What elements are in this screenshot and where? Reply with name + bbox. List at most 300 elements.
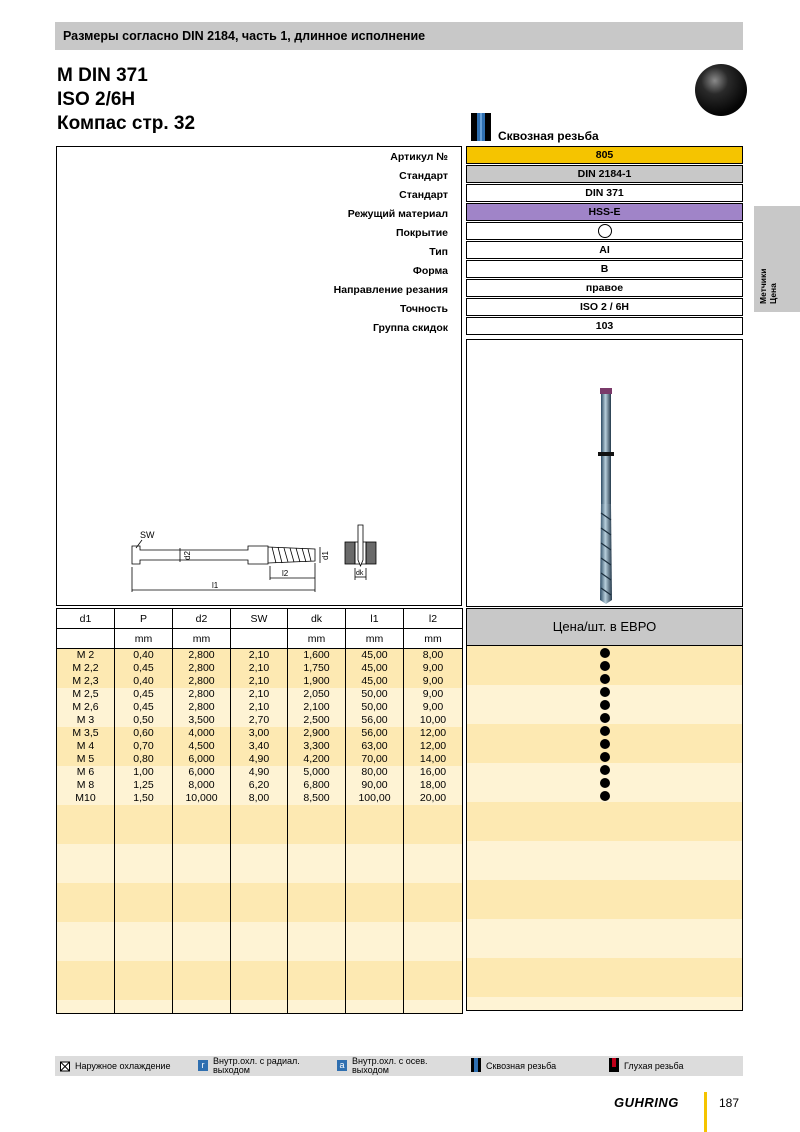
side-tab-line-1: Метчики bbox=[758, 268, 768, 304]
table-cell: 3,40 bbox=[231, 740, 288, 753]
table-cell bbox=[404, 948, 463, 961]
table-cell bbox=[288, 883, 346, 896]
spec-label: Точность bbox=[399, 303, 448, 315]
table-cell bbox=[404, 883, 463, 896]
table-cell: M 8 bbox=[57, 779, 115, 792]
table-cell bbox=[173, 883, 231, 896]
radial-coolant-icon: r bbox=[198, 1060, 208, 1071]
table-cell bbox=[404, 831, 463, 844]
table-cell: 2,100 bbox=[288, 701, 346, 714]
table-cell bbox=[288, 974, 346, 987]
table-cell bbox=[288, 818, 346, 831]
table-cell: 1,50 bbox=[115, 792, 173, 805]
table-cell: 100,00 bbox=[346, 792, 404, 805]
table-cell bbox=[346, 831, 404, 844]
table-cell bbox=[57, 883, 115, 896]
table-row bbox=[57, 753, 463, 766]
table-cell bbox=[346, 870, 404, 883]
table-row bbox=[57, 805, 463, 818]
availability-dot-icon bbox=[600, 661, 610, 671]
table-cell: M10 bbox=[57, 792, 115, 805]
table-cell bbox=[173, 857, 231, 870]
table-cell: 3,300 bbox=[288, 740, 346, 753]
table-cell: 56,00 bbox=[346, 714, 404, 727]
table-cell: 8,000 bbox=[173, 779, 231, 792]
table-cell bbox=[288, 844, 346, 857]
title-line-3: Компас стр. 32 bbox=[57, 113, 196, 134]
table-row bbox=[57, 649, 463, 663]
table-cell bbox=[404, 922, 463, 935]
availability-dot-icon bbox=[600, 648, 610, 658]
coating-cell bbox=[466, 222, 743, 240]
price-header: Цена/шт. в ЕВРО bbox=[466, 608, 743, 646]
axial-coolant-icon: a bbox=[337, 1060, 347, 1071]
table-cell: 6,800 bbox=[288, 779, 346, 792]
table-cell bbox=[115, 935, 173, 948]
price-row bbox=[467, 854, 742, 867]
table-cell bbox=[231, 883, 288, 896]
price-row bbox=[467, 763, 742, 776]
spec-label: Форма bbox=[412, 265, 448, 277]
availability-dot-icon bbox=[600, 700, 610, 710]
table-cell bbox=[288, 909, 346, 922]
table-cell: 6,000 bbox=[173, 766, 231, 779]
side-category-tab[interactable] bbox=[754, 206, 800, 312]
table-cell: M 2,5 bbox=[57, 688, 115, 701]
table-cell bbox=[288, 857, 346, 870]
spec-label: Артикул № bbox=[390, 151, 448, 163]
table-cell bbox=[173, 831, 231, 844]
legend-label-external: Наружное охлаждение bbox=[75, 1061, 171, 1071]
table-cell bbox=[115, 922, 173, 935]
price-row bbox=[467, 737, 742, 750]
table-row bbox=[57, 987, 463, 1000]
table-cell: 50,00 bbox=[346, 688, 404, 701]
table-cell: 4,90 bbox=[231, 753, 288, 766]
blind-hole-icon bbox=[609, 1058, 619, 1072]
availability-dot-icon bbox=[600, 726, 610, 736]
table-cell bbox=[346, 935, 404, 948]
table-cell bbox=[57, 818, 115, 831]
price-row bbox=[467, 984, 742, 997]
table-cell: M 3 bbox=[57, 714, 115, 727]
drawing-label-d2: d2 bbox=[183, 551, 192, 560]
table-cell bbox=[57, 961, 115, 974]
table-cell bbox=[346, 974, 404, 987]
table-cell bbox=[173, 844, 231, 857]
dimensions-table bbox=[56, 608, 463, 1014]
table-row bbox=[57, 922, 463, 935]
table-cell bbox=[288, 831, 346, 844]
page-header-bar bbox=[55, 22, 743, 50]
price-row bbox=[467, 893, 742, 906]
availability-dot-icon bbox=[600, 752, 610, 762]
price-row bbox=[467, 997, 742, 1010]
table-cell: 2,10 bbox=[231, 662, 288, 675]
table-cell: 8,500 bbox=[288, 792, 346, 805]
table-cell: 2,500 bbox=[288, 714, 346, 727]
table-cell bbox=[173, 1000, 231, 1014]
availability-dot-icon bbox=[600, 765, 610, 775]
unit-cell bbox=[231, 629, 288, 649]
table-cell: 2,800 bbox=[173, 701, 231, 714]
availability-dot-icon bbox=[600, 674, 610, 684]
table-row bbox=[57, 688, 463, 701]
table-cell bbox=[346, 909, 404, 922]
table-cell: 1,00 bbox=[115, 766, 173, 779]
table-cell: M 4 bbox=[57, 740, 115, 753]
table-cell bbox=[231, 935, 288, 948]
table-cell: 0,50 bbox=[115, 714, 173, 727]
tolerance-cell: ISO 2 / 6H bbox=[466, 298, 743, 316]
table-cell: 2,900 bbox=[288, 727, 346, 740]
table-cell: 50,00 bbox=[346, 701, 404, 714]
coating-ball-icon bbox=[695, 64, 747, 116]
product-image-box bbox=[466, 339, 743, 607]
tap-technical-drawing bbox=[120, 520, 380, 605]
table-cell bbox=[173, 922, 231, 935]
table-cell bbox=[115, 961, 173, 974]
availability-dot-icon bbox=[600, 713, 610, 723]
spec-label: Направление резания bbox=[333, 284, 448, 296]
table-row bbox=[57, 883, 463, 896]
table-cell: 14,00 bbox=[404, 753, 463, 766]
drawing-label-dk: dk bbox=[356, 570, 364, 577]
spec-label: Тип bbox=[429, 246, 448, 258]
col-header-sw: SW bbox=[231, 609, 288, 629]
table-row bbox=[57, 740, 463, 753]
table-cell: 45,00 bbox=[346, 662, 404, 675]
price-row bbox=[467, 867, 742, 880]
table-row bbox=[57, 896, 463, 909]
table-cell: 1,900 bbox=[288, 675, 346, 688]
table-cell: 1,750 bbox=[288, 662, 346, 675]
table-cell: 63,00 bbox=[346, 740, 404, 753]
col-header-l1: l1 bbox=[346, 609, 404, 629]
table-cell: M 6 bbox=[57, 766, 115, 779]
table-cell bbox=[115, 974, 173, 987]
table-cell: 2,800 bbox=[173, 675, 231, 688]
table-cell: 9,00 bbox=[404, 688, 463, 701]
table-cell bbox=[346, 922, 404, 935]
table-cell: 20,00 bbox=[404, 792, 463, 805]
spec-label: Группа скидок bbox=[373, 322, 448, 334]
availability-dot-icon bbox=[600, 778, 610, 788]
table-cell: 0,45 bbox=[115, 662, 173, 675]
unit-cell: mm bbox=[346, 629, 404, 649]
price-row bbox=[467, 815, 742, 828]
standard-cell-2: DIN 371 bbox=[466, 184, 743, 202]
price-row bbox=[467, 932, 742, 945]
table-cell bbox=[288, 1000, 346, 1014]
col-header-l2: l2 bbox=[404, 609, 463, 629]
table-row bbox=[57, 1000, 463, 1014]
table-cell: 10,000 bbox=[173, 792, 231, 805]
article-number-cell: 805 bbox=[466, 146, 743, 164]
table-cell bbox=[231, 896, 288, 909]
table-row bbox=[57, 857, 463, 870]
uncoated-circle-icon bbox=[598, 224, 612, 238]
spec-label: Покрытие bbox=[395, 227, 448, 239]
table-cell bbox=[346, 857, 404, 870]
table-row bbox=[57, 662, 463, 675]
price-row bbox=[467, 698, 742, 711]
table-cell: 12,00 bbox=[404, 740, 463, 753]
spec-labels bbox=[56, 148, 448, 338]
table-cell: 9,00 bbox=[404, 701, 463, 714]
table-cell bbox=[173, 935, 231, 948]
table-cell: 4,000 bbox=[173, 727, 231, 740]
table-cell bbox=[346, 883, 404, 896]
table-cell: 1,600 bbox=[288, 649, 346, 663]
table-cell: 2,800 bbox=[173, 649, 231, 663]
table-cell bbox=[57, 896, 115, 909]
table-cell bbox=[115, 987, 173, 1000]
table-cell: 0,40 bbox=[115, 649, 173, 663]
price-row bbox=[467, 672, 742, 685]
table-cell bbox=[231, 922, 288, 935]
table-cell: 2,10 bbox=[231, 649, 288, 663]
table-cell bbox=[57, 870, 115, 883]
price-row bbox=[467, 750, 742, 763]
table-cell bbox=[346, 987, 404, 1000]
table-cell bbox=[115, 883, 173, 896]
price-row bbox=[467, 828, 742, 841]
table-cell: 9,00 bbox=[404, 662, 463, 675]
table-cell bbox=[404, 935, 463, 948]
brand-logo: GUHRING bbox=[614, 1095, 679, 1110]
table-cell bbox=[404, 1000, 463, 1014]
form-cell: B bbox=[466, 260, 743, 278]
spec-values bbox=[466, 146, 743, 336]
side-tab-line-2: Цена bbox=[768, 283, 778, 304]
table-cell bbox=[231, 870, 288, 883]
table-cell bbox=[404, 909, 463, 922]
table-cell: 0,45 bbox=[115, 701, 173, 714]
table-cell bbox=[404, 974, 463, 987]
table-cell bbox=[57, 922, 115, 935]
table-row bbox=[57, 675, 463, 688]
table-row bbox=[57, 948, 463, 961]
table-cell: 18,00 bbox=[404, 779, 463, 792]
price-row bbox=[467, 646, 742, 659]
table-row bbox=[57, 779, 463, 792]
table-cell bbox=[115, 909, 173, 922]
table-cell bbox=[115, 857, 173, 870]
table-cell: 0,45 bbox=[115, 688, 173, 701]
table-cell: 8,00 bbox=[231, 792, 288, 805]
legend-label-radial: Внутр.охл. с радиал. выходом bbox=[213, 1056, 300, 1075]
table-row bbox=[57, 974, 463, 987]
legend-bar bbox=[55, 1056, 743, 1076]
table-cell bbox=[231, 844, 288, 857]
price-row bbox=[467, 880, 742, 893]
legend-label-blind: Глухая резьба bbox=[624, 1061, 684, 1071]
table-cell bbox=[115, 870, 173, 883]
table-cell bbox=[115, 818, 173, 831]
price-row bbox=[467, 841, 742, 854]
table-cell bbox=[346, 844, 404, 857]
table-cell: 2,800 bbox=[173, 662, 231, 675]
table-cell: 2,70 bbox=[231, 714, 288, 727]
table-cell: 2,050 bbox=[288, 688, 346, 701]
type-cell: AI bbox=[466, 241, 743, 259]
table-cell bbox=[346, 818, 404, 831]
table-cell bbox=[404, 896, 463, 909]
table-cell bbox=[231, 805, 288, 818]
table-cell bbox=[57, 844, 115, 857]
table-cell bbox=[346, 1000, 404, 1014]
spec-label: Режущий материал bbox=[347, 208, 448, 220]
table-cell: 2,800 bbox=[173, 688, 231, 701]
col-header-dk: dk bbox=[288, 609, 346, 629]
table-cell bbox=[173, 818, 231, 831]
price-row bbox=[467, 802, 742, 815]
table-cell bbox=[346, 961, 404, 974]
table-row bbox=[57, 961, 463, 974]
table-cell: 0,70 bbox=[115, 740, 173, 753]
table-cell: 5,000 bbox=[288, 766, 346, 779]
table-row bbox=[57, 792, 463, 805]
legend-label-axial: Внутр.охл. с осев. выходом bbox=[352, 1056, 428, 1075]
table-cell: M 5 bbox=[57, 753, 115, 766]
table-row bbox=[57, 727, 463, 740]
table-cell: 12,00 bbox=[404, 727, 463, 740]
table-cell bbox=[173, 987, 231, 1000]
drawing-label-sw: SW bbox=[140, 530, 155, 540]
availability-dot-icon bbox=[600, 791, 610, 801]
table-cell bbox=[57, 805, 115, 818]
table-cell: 2,10 bbox=[231, 701, 288, 714]
through-hole-icon bbox=[468, 113, 494, 141]
table-cell bbox=[288, 948, 346, 961]
spec-label: Стандарт bbox=[399, 170, 448, 182]
title-line-2: ISO 2/6H bbox=[57, 89, 136, 110]
table-cell bbox=[288, 870, 346, 883]
availability-dot-icon bbox=[600, 739, 610, 749]
through-hole-label: Сквозная резьба bbox=[498, 129, 599, 143]
table-cell bbox=[404, 987, 463, 1000]
unit-cell bbox=[57, 629, 115, 649]
table-cell bbox=[231, 974, 288, 987]
table-cell: 10,00 bbox=[404, 714, 463, 727]
external-cooling-icon bbox=[60, 1061, 70, 1072]
table-units-row bbox=[57, 629, 463, 649]
table-cell: 3,500 bbox=[173, 714, 231, 727]
brand-accent-bar bbox=[704, 1092, 707, 1132]
legend-label-through: Сквозная резьба bbox=[486, 1061, 557, 1071]
price-column bbox=[466, 608, 743, 1011]
table-cell bbox=[288, 987, 346, 1000]
table-cell: 56,00 bbox=[346, 727, 404, 740]
price-row bbox=[467, 789, 742, 802]
table-cell bbox=[231, 857, 288, 870]
standard-cell-1: DIN 2184-1 bbox=[466, 165, 743, 183]
table-cell: 1,25 bbox=[115, 779, 173, 792]
col-header-p: P bbox=[115, 609, 173, 629]
title-line-1: M DIN 371 bbox=[57, 65, 148, 86]
side-tab-label bbox=[758, 269, 778, 305]
price-row bbox=[467, 685, 742, 698]
table-cell bbox=[57, 1000, 115, 1014]
table-cell bbox=[231, 948, 288, 961]
table-cell bbox=[404, 844, 463, 857]
table-cell bbox=[173, 805, 231, 818]
table-cell bbox=[57, 974, 115, 987]
table-cell bbox=[57, 909, 115, 922]
col-header-d2: d2 bbox=[173, 609, 231, 629]
table-row bbox=[57, 701, 463, 714]
table-cell bbox=[115, 805, 173, 818]
page-header-title: Размеры согласно DIN 2184, часть 1, длинное исполнение bbox=[63, 29, 426, 43]
table-cell bbox=[231, 818, 288, 831]
table-cell bbox=[115, 844, 173, 857]
table-cell: 6,20 bbox=[231, 779, 288, 792]
table-row bbox=[57, 766, 463, 779]
price-row bbox=[467, 711, 742, 724]
table-cell: 2,10 bbox=[231, 675, 288, 688]
table-cell: 4,200 bbox=[288, 753, 346, 766]
drawing-label-l1: l1 bbox=[212, 581, 219, 590]
table-cell: 4,500 bbox=[173, 740, 231, 753]
table-cell: 8,00 bbox=[404, 649, 463, 663]
table-cell bbox=[404, 805, 463, 818]
drawing-label-d1: d1 bbox=[321, 551, 330, 560]
table-row bbox=[57, 935, 463, 948]
cutting-material-cell: HSS-E bbox=[466, 203, 743, 221]
table-cell bbox=[346, 896, 404, 909]
col-header-d1: d1 bbox=[57, 609, 115, 629]
table-cell bbox=[57, 857, 115, 870]
unit-cell: mm bbox=[173, 629, 231, 649]
price-row bbox=[467, 724, 742, 737]
table-cell bbox=[288, 805, 346, 818]
table-cell bbox=[231, 987, 288, 1000]
table-cell bbox=[231, 961, 288, 974]
table-cell: 2,10 bbox=[231, 688, 288, 701]
table-header-row bbox=[57, 609, 463, 629]
table-cell bbox=[404, 870, 463, 883]
unit-cell: mm bbox=[115, 629, 173, 649]
table-cell: 4,90 bbox=[231, 766, 288, 779]
cutting-direction-cell: правое bbox=[466, 279, 743, 297]
table-row bbox=[57, 714, 463, 727]
table-cell: M 2,6 bbox=[57, 701, 115, 714]
table-cell bbox=[57, 831, 115, 844]
unit-cell: mm bbox=[404, 629, 463, 649]
table-cell: M 2,2 bbox=[57, 662, 115, 675]
table-cell bbox=[57, 948, 115, 961]
table-cell bbox=[173, 909, 231, 922]
table-cell: 6,000 bbox=[173, 753, 231, 766]
table-cell bbox=[404, 961, 463, 974]
table-cell bbox=[173, 961, 231, 974]
table-cell bbox=[173, 870, 231, 883]
table-cell bbox=[173, 974, 231, 987]
table-cell: 3,00 bbox=[231, 727, 288, 740]
discount-group-cell: 103 bbox=[466, 317, 743, 335]
table-row bbox=[57, 818, 463, 831]
table-cell bbox=[115, 831, 173, 844]
price-row bbox=[467, 958, 742, 971]
spec-label: Стандарт bbox=[399, 189, 448, 201]
table-row bbox=[57, 831, 463, 844]
table-cell: M 2 bbox=[57, 649, 115, 663]
table-cell bbox=[288, 961, 346, 974]
table-cell: M 2,3 bbox=[57, 675, 115, 688]
table-cell: M 3,5 bbox=[57, 727, 115, 740]
table-cell bbox=[231, 831, 288, 844]
